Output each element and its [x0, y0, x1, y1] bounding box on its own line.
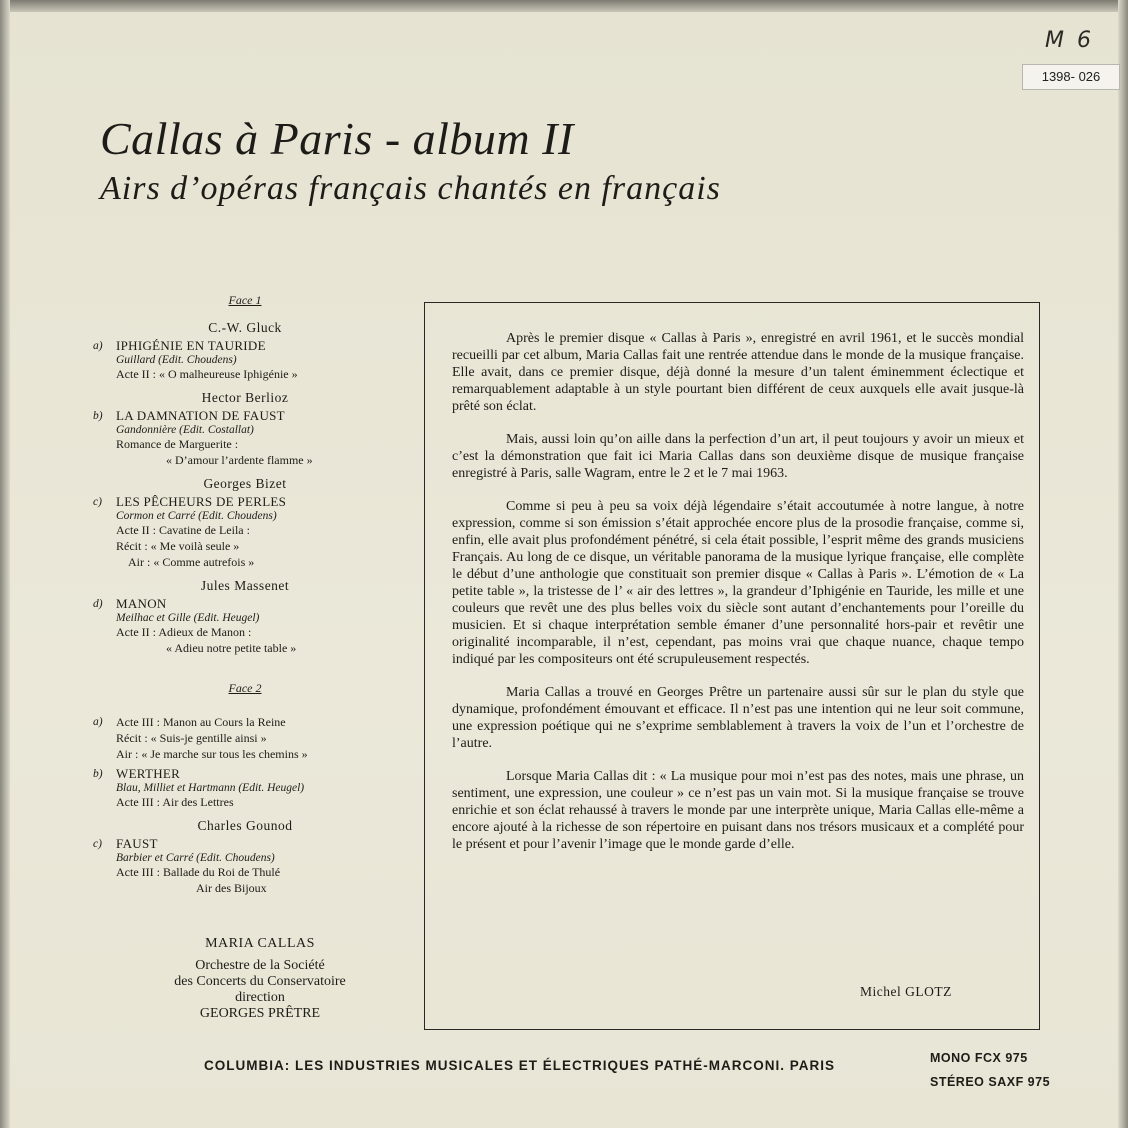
aria-line: Acte II : Adieux de Manon :	[116, 625, 252, 639]
orchestra-line-1: Orchestre de la Société	[195, 958, 325, 973]
composer-name: C.-W. Gluck	[208, 320, 282, 335]
liner-notes-signature: Michel GLOTZ	[860, 984, 952, 999]
label-footer: COLUMBIA: LES INDUSTRIES MUSICALES ET ÉLECTRIQUES PATHÉ-MARCONI. PARIS	[204, 1058, 836, 1073]
opera-title: LA DAMNATION DE FAUST	[116, 408, 285, 423]
track-entry	[90, 766, 400, 810]
face-1-label: Face 1	[228, 293, 262, 307]
spacer	[90, 468, 400, 472]
liner-paragraph: Comme si peu à peu sa voix déjà légendaire s’était accoutumée à notre langue, à notre expression, comme si son émission s’était approchée encore plus de la prosodie française, comme si, enfin, elle avait plus profondément pénétré, si cela était possible, l’esprit même des grands musiciens Français. Au long de ce disque, un véritable panorama de la musique lyrique française, elle complète le début d’une anthologie que constituait son premier disque « Callas à Paris ». L’émotion de « La petite table », la tristesse de l’ « air des lettres », la grandeur d’Iphigénie en Tauride, les mille et une couleurs que revêt une des plus belles voix du siècle sont autant d’enchantements pour l’oreille du musicien. Et si chaque interprétation semble émaner d’une personnalité hors-pair et revêtir une originalité incomparable, il n’est, cependant, pas moins vrai que chaque nuance, chaque tempo indiqué par les compositeurs ont été scrupuleusement respectés.	[452, 499, 1024, 667]
aria-line: Air : « Je marche sur tous les chemins »	[116, 747, 308, 761]
track-entry	[90, 596, 400, 656]
composer-name: Charles Gounod	[197, 818, 293, 833]
orchestra-line-2: des Concerts du Conservatoire	[174, 974, 346, 989]
aria-line: Romance de Marguerite :	[116, 437, 239, 451]
aria-line: « Adieu notre petite table »	[166, 641, 297, 655]
scan-edge-right	[1118, 0, 1128, 1128]
album-title: Callas à Paris - album II	[100, 113, 574, 164]
opera-title: FAUST	[116, 836, 158, 851]
track-entry	[90, 408, 400, 468]
conductor-name: GEORGES PRÊTRE	[199, 1006, 321, 1021]
direction-label: direction	[235, 990, 285, 1005]
singer-name: MARIA CALLAS	[205, 936, 315, 951]
liner-paragraph: Maria Callas a trouvé en Georges Prêtre un partenaire aussi sûr sur le plan du style que dynamique, profondément émouvant et efficace. Il n’est pas une intention qui ne leur soit commune, une expression poétique qui ne s’exprime semblablement à travers la voix de l’un et l’orchestre de l’autre.	[452, 685, 1024, 751]
track-letter: a)	[93, 340, 103, 352]
catalog-stereo: STÉREO SAXF 975	[930, 1075, 1051, 1089]
aria-line: Acte III : Manon au Cours la Reine	[116, 715, 286, 729]
aria-line: Acte III : Air des Lettres	[116, 795, 234, 809]
scan-edge-left	[0, 0, 10, 1128]
aria-line: Acte III : Ballade du Roi de Thulé	[116, 865, 281, 879]
aria-line: Air des Bijoux	[196, 881, 267, 895]
performer-credits	[110, 936, 410, 1022]
spacer	[90, 382, 400, 386]
face-2-tracks	[90, 714, 400, 900]
liner-paragraph: Mais, aussi loin qu’on aille dans la perfection d’un art, il peut toujours y avoir un mieux et c’est la démonstration que fait ici Maria Callas dans son deuxième disque de musique française enregistré à Paris, salle Wagram, entre le 2 et le 7 mai 1963.	[452, 432, 1024, 481]
spacer	[90, 896, 400, 900]
track-entry	[90, 338, 400, 382]
aria-line: Acte II : « O malheureuse Iphigénie »	[116, 367, 298, 381]
opera-title: IPHIGÉNIE EN TAURIDE	[116, 338, 266, 353]
liner-paragraph: Lorsque Maria Callas dit : « La musique pour moi n’est pas des notes, mais une phrase, un sentiment, une expression, une couleur » ce n’est pas un vain mot. Si la musique française se trouve enrichie et son éclat rehaussé à travers le monde par une interprète unique, Maria Callas elle-même a encore ajouté à la richesse de son répertoire en puisant dans nos trésors musicaux et a complété pour le présent et pour l’avenir l’image que le monde garde d’elle.	[452, 769, 1024, 852]
track-letter: c)	[93, 496, 102, 508]
track-letter: b)	[93, 410, 103, 422]
face-2-label: Face 2	[228, 681, 262, 695]
librettist-edition: Guillard (Edit. Choudens)	[116, 354, 237, 366]
librettist-edition: Blau, Milliet et Hartmann (Edit. Heugel)	[116, 782, 305, 794]
track-entry	[90, 494, 400, 570]
track-entry	[90, 714, 400, 762]
opera-title: WERTHER	[116, 766, 181, 781]
inventory-sticker: 1398- 026	[1022, 64, 1120, 90]
track-letter: a)	[93, 716, 103, 728]
album-subtitle: Airs d’opéras français chantés en français	[100, 170, 721, 207]
tracklist	[90, 292, 400, 900]
track-entry	[90, 836, 400, 896]
liner-paragraph: Après le premier disque « Callas à Paris », enregistré en avril 1961, et le succès mondial recueilli par cet album, Maria Callas fait une rentrée attendue dans le monde de la musique française. Elle avait, dans ce premier disque, déjà donné la mesure d’un talent éminemment éclectique et remarquablement adaptable à un style pourtant bien différent de ceux auxquels elle avait jusque-là prêté son éclat.	[452, 331, 1024, 414]
catalog-mono: MONO FCX 975	[930, 1051, 1028, 1065]
librettist-edition: Gandonnière (Edit. Costallat)	[116, 424, 254, 436]
track-letter: d)	[93, 598, 103, 610]
track-letter: b)	[93, 768, 103, 780]
opera-title: LES PÊCHEURS DE PERLES	[116, 494, 287, 509]
liner-notes	[452, 330, 1024, 869]
aria-line: Acte II : Cavatine de Leila :	[116, 523, 250, 537]
librettist-edition: Barbier et Carré (Edit. Choudens)	[116, 852, 275, 864]
spacer	[90, 656, 400, 660]
track-letter: c)	[93, 838, 102, 850]
handwritten-note: M 6	[1045, 28, 1094, 53]
aria-line: Air : « Comme autrefois »	[128, 555, 255, 569]
aria-line: Récit : « Me voilà seule »	[116, 539, 240, 553]
composer-name: Hector Berlioz	[201, 390, 289, 405]
librettist-edition: Cormon et Carré (Edit. Choudens)	[116, 510, 277, 522]
scan-edge-top	[0, 0, 1128, 12]
aria-line: Récit : « Suis-je gentille ainsi »	[116, 731, 267, 745]
composer-name: Georges Bizet	[203, 476, 287, 491]
spacer	[90, 810, 400, 814]
catalog-numbers	[930, 1046, 1050, 1094]
aria-line: « D’amour l’ardente flamme »	[166, 453, 313, 467]
face-1-tracks	[90, 320, 400, 660]
librettist-edition: Meilhac et Gille (Edit. Heugel)	[116, 612, 260, 624]
composer-name: Jules Massenet	[200, 578, 290, 593]
opera-title: MANON	[116, 596, 167, 611]
spacer	[90, 570, 400, 574]
